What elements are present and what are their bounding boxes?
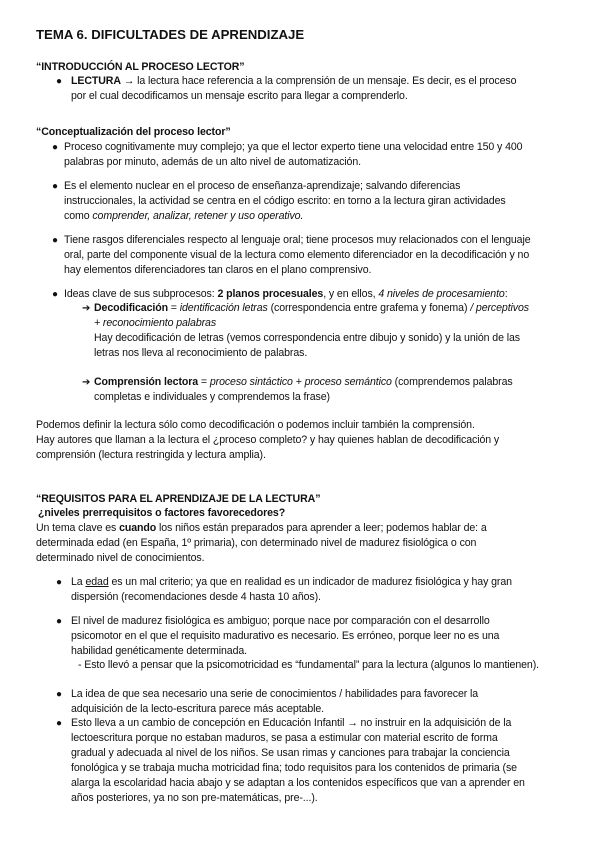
concept-b1-l1: Proceso cognitivamente muy complejo; ya que el lector experto tiene una velocidad entre 150 y 400: [64, 141, 523, 153]
italic-span: identificación letras: [179, 302, 271, 314]
bold-planos: 2 planos procesuales: [217, 288, 324, 300]
req-b1-l2: dispersión (recomendaciones desde 4 hasta 10 años).: [71, 591, 321, 603]
requisitos-subheading: ¿niveles prerrequisitos o factores favorecedores?: [38, 507, 286, 519]
req-b4-l3: gradual y adecuada al nivel de los niños. Se usan rimas y canciones para trabajar la conciencia: [71, 747, 510, 759]
text-span: La: [71, 576, 86, 588]
concept-b4: [64, 288, 508, 301]
arrow-icon: ➔: [82, 377, 91, 388]
comprension-line-2: completas e individuales y comprendemos la frase): [94, 391, 330, 403]
bullet-icon: ●: [52, 181, 59, 192]
intro-lectura-line-2: por el cual decodificamos un mensaje escrito para llegar a comprenderlo.: [71, 90, 408, 102]
bullet-icon: ●: [56, 616, 63, 627]
bullet-icon: ●: [56, 76, 63, 87]
decodificacion-line-3: Hay decodificación de letras (vemos correspondencia entre dibujo y sonido) y la unión de las: [94, 332, 520, 344]
req-b2-l3: habilidad genéticamente determinada.: [71, 645, 248, 657]
text-span: (correspondencia entre grafema y fonema): [270, 302, 471, 314]
para-l1: Podemos definir la lectura sólo como decodificación o podemos incluir también la comprensión.: [36, 419, 475, 431]
req-b3-l1: La idea de que sea necesario una serie de conocimientos / habilidades para favorecer la: [71, 688, 479, 700]
concept-b2-l1: Es el elemento nuclear en el proceso de enseñanza-aprendizaje; salvando diferencias: [64, 180, 461, 192]
concept-heading: “Conceptualización del proceso lector”: [36, 126, 231, 138]
req-b4-l5: alarga la escolaridad hacia abajo y se adaptan a los contenidos específicos que van a aprender en: [71, 777, 525, 789]
decodificacion-line-2: + reconocimiento palabras: [94, 317, 217, 329]
intro-lectura-line: [71, 75, 516, 88]
dec-term: Decodificación: [94, 302, 168, 314]
req-b4-l6: años posteriores, ya no son pre-matemáticas, pre-...).: [71, 792, 318, 804]
page-title: TEMA 6. DIFICULTADES DE APRENDIZAJE: [36, 27, 305, 42]
bullet-icon: ●: [56, 577, 63, 588]
para-l2: Hay autores que llaman a la lectura el ¿proceso completo? y hay quienes hablan de decodificación y: [36, 434, 500, 446]
arrow-icon: ➔: [82, 303, 91, 314]
text-span: :: [504, 288, 508, 300]
intro-heading: “INTRODUCCIÓN AL PROCESO LECTOR”: [36, 61, 245, 73]
concept-b3-l1: Tiene rasgos diferenciales respecto al lenguaje oral; tiene procesos muy relacionados con el lenguaje: [64, 234, 531, 246]
decodificacion-line: [94, 302, 529, 315]
concept-b2-l2: instruccionales, la actividad se centra en el código escrito: en torno a la lectura giran actividades: [64, 195, 506, 207]
concept-b2-l3: [64, 210, 303, 223]
req-p-l2: determinada edad (en España, 1º primaria), con determinado nivel de madurez fisiológica o con: [36, 537, 477, 549]
text-span: Ideas clave de sus subprocesos:: [64, 288, 218, 300]
requisitos-heading: “REQUISITOS PARA EL APRENDIZAJE DE LA LECTURA”: [36, 493, 321, 505]
text-span: los niños están preparados para aprender a leer; podemos hablar de: a: [156, 522, 487, 534]
bullet-icon: ●: [52, 142, 59, 153]
bullet-icon: ●: [56, 718, 63, 729]
req-b4-l2: lectoescritura porque no estaban maduros, se pasa a estimular con material escrito de forma: [71, 732, 498, 744]
req-b2-l1: El nivel de madurez fisiológica es ambiguo; porque nace por comparación con el desarrollo: [71, 615, 490, 627]
para-l3: comprensión (lectura restringida y lectura amplia).: [36, 449, 266, 461]
req-b4-l4: fonológica y se trabaja mucha motricidad fina; todo requisitos para los contenidos de primaria (se: [71, 762, 517, 774]
italic-activities: comprender, analizar, retener y uso operativo.: [92, 210, 304, 222]
concept-b1-l2: palabras por minuto, además de un alto nivel de automatización.: [64, 156, 361, 168]
text-span: Un tema clave es: [36, 522, 120, 534]
bullet-icon: ●: [52, 235, 59, 246]
req-b4-l1: Esto lleva a un cambio de concepción en Educación Infantil → no instruir en la adquisición de la: [71, 717, 512, 729]
text-span: , y en ellos,: [323, 288, 379, 300]
concept-b3-l2: oral, parte del componente visual de la lectura como elemento diferenciador en la decodificación y no: [64, 249, 530, 261]
req-b3-l2: adquisición de la lecto-escritura parece más aceptable.: [71, 703, 325, 715]
underlined-edad: edad: [85, 576, 109, 588]
text-span: =: [167, 302, 180, 314]
text-span: (comprendemos palabras: [394, 376, 513, 388]
req-b2-l4: - Esto llevó a pensar que la psicomotricidad es “fundamental” para la lectura (algunos lo mantienen).: [78, 659, 539, 671]
italic-span: / perceptivos: [470, 302, 529, 314]
comprension-line: [94, 376, 513, 389]
comp-term: Comprensión lectora: [94, 376, 199, 388]
bullet-icon: ●: [56, 689, 63, 700]
req-p-l1: [36, 522, 487, 535]
italic-span: proceso sintáctico + proceso semántico: [209, 376, 395, 388]
concept-b3-l3: hay elementos diferenciadores tan claros en el plano comprensivo.: [64, 264, 372, 276]
text-span: como: [64, 210, 93, 222]
req-b2-l2: psicomotor en el que el requisito madurativo es necesario. Es erróneo, porque leer no es una: [71, 630, 500, 642]
req-p-l3: determinado nivel de conocimientos.: [36, 552, 205, 564]
text-span: es un mal criterio; ya que en realidad es un indicador de madurez fisiológica y hay gran: [108, 576, 512, 588]
italic-niveles: 4 niveles de procesamiento: [378, 288, 505, 300]
lectura-definition: → la lectura hace referencia a la comprensión de un mensaje. Es decir, es el proceso: [120, 75, 517, 87]
decodificacion-line-4: letras nos lleva al reconocimiento de palabras.: [94, 347, 308, 359]
text-span: =: [198, 376, 210, 388]
lectura-term: LECTURA: [71, 75, 121, 87]
bold-cuando: cuando: [119, 522, 157, 534]
req-b1-l1: [71, 576, 512, 589]
bullet-icon: ●: [52, 289, 59, 300]
